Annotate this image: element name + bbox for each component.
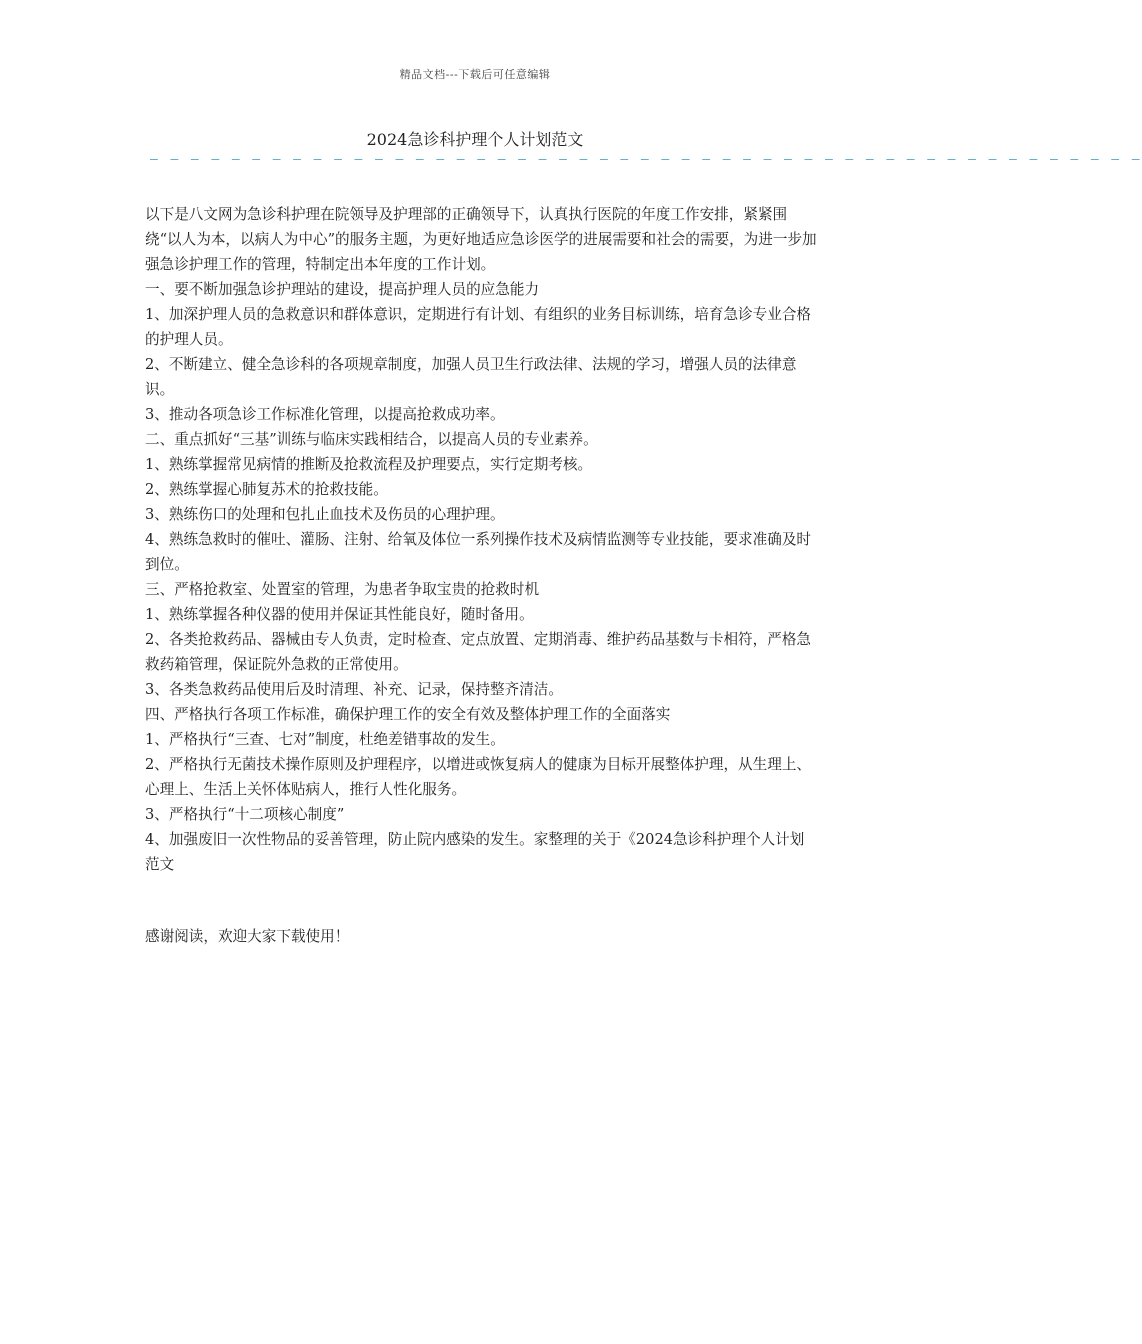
list-item: 3、推动各项急诊工作标准化管理，以提高抢救成功率。 <box>145 406 505 423</box>
header-note: 精品文档---下载后可任意编辑 <box>399 68 551 81</box>
list-item: 2、严格执行无菌技术操作原则及护理程序，以增进或恢复病人的健康为目标开展整体护理，从生理上、心理上、生活上关怀体贴病人，推行人性化服务。 <box>145 756 812 798</box>
intro-paragraph: 以下是八文网为急诊科护理在院领导及护理部的正确领导下，认真执行医院的年度工作安排，紧紧围绕“以人为本，以病人为中心”的服务主题，为更好地适应急诊医学的进展需要和社会的需要，为进一步加强急诊护理工作的管理，特制定出本年度的工作计划。 <box>145 206 817 273</box>
closing-note: 感谢阅读，欢迎大家下载使用！ <box>145 928 350 945</box>
list-item: 4、加强废旧一次性物品的妥善管理，防止院内感染的发生。家整理的关于《2024急诊科护理个人计划范文 <box>145 831 805 873</box>
section-heading-3: 三、严格抢救室、处置室的管理，为患者争取宝贵的抢救时机 <box>145 581 540 598</box>
list-item: 3、各类急救药品使用后及时清理、补充、记录，保持整齐清洁。 <box>145 681 563 698</box>
section-heading-2: 二、重点抓好“三基”训练与临床实践相结合，以提高人员的专业素养。 <box>145 431 598 448</box>
section-heading-1: 一、要不断加强急诊护理站的建设，提高护理人员的应急能力 <box>145 281 540 298</box>
list-item: 3、严格执行“十二项核心制度” <box>145 806 345 823</box>
list-item: 2、熟练掌握心肺复苏术的抢救技能。 <box>145 481 388 498</box>
list-item: 3、熟练伤口的处理和包扎止血技术及伤员的心理护理。 <box>145 506 505 523</box>
list-item: 2、不断建立、健全急诊科的各项规章制度，加强人员卫生行政法律、法规的学习，增强人员的法律意识。 <box>145 356 797 398</box>
list-item: 1、熟练掌握各种仪器的使用并保证其性能良好，随时备用。 <box>145 606 534 623</box>
list-item: 1、严格执行“三查、七对”制度，杜绝差错事故的发生。 <box>145 731 505 748</box>
document-title: 2024急诊科护理个人计划范文 <box>366 130 584 149</box>
title-divider: — — — — — — — — — — — — — — — — — — — — — — — — — — — — — — — — — — — — — — — — — — — — — — — — — <box>150 152 1142 167</box>
list-item: 1、熟练掌握常见病情的推断及抢救流程及护理要点，实行定期考核。 <box>145 456 593 473</box>
list-item: 4、熟练急救时的催吐、灌肠、注射、给氧及体位一系列操作技术及病情监测等专业技能，要求准确及时到位。 <box>145 531 812 573</box>
section-heading-4: 四、严格执行各项工作标准，确保护理工作的安全有效及整体护理工作的全面落实 <box>145 706 671 723</box>
document-body <box>145 202 817 877</box>
list-item: 1、加深护理人员的急救意识和群体意识，定期进行有计划、有组织的业务目标训练，培育急诊专业合格的护理人员。 <box>145 306 812 348</box>
list-item: 2、各类抢救药品、器械由专人负责，定时检查、定点放置、定期消毒、维护药品基数与卡相符，严格急救药箱管理，保证院外急救的正常使用。 <box>145 631 812 673</box>
